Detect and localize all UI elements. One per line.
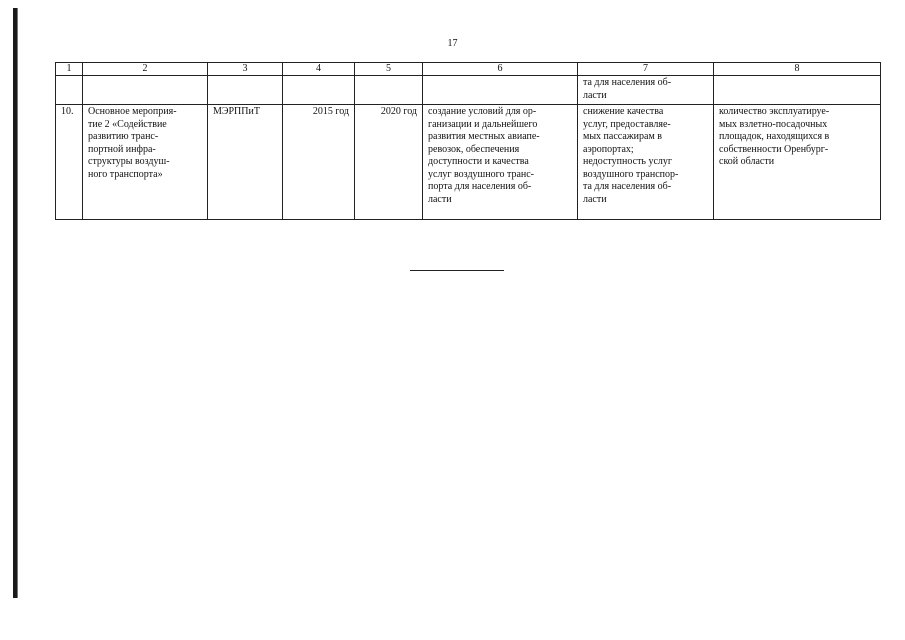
continuation-row [56, 76, 881, 105]
column-number-2: 2 [83, 63, 208, 76]
column-number-7: 7 [578, 63, 714, 76]
table-header-row [56, 63, 881, 76]
page-number: 17 [447, 38, 458, 49]
column-number-1: 1 [56, 63, 83, 76]
table-cell [83, 76, 208, 105]
indicator-cell: количество эксплуатируе- мых взлетно-посадочных площадок, находящихся в собственности Оренбург- ской области [714, 105, 881, 220]
table-cell [208, 76, 283, 105]
table-cell [355, 76, 423, 105]
end-of-document-line [410, 270, 504, 271]
row-number-cell: 10. [56, 105, 83, 220]
column-number-3: 3 [208, 63, 283, 76]
start-year-cell: 2015 год [283, 105, 355, 220]
consequences-cell: снижение качества услуг, предоставляе- мых пассажирам в аэропортах; недоступность услуг воздушного транспор- та для населения об- ласти [578, 105, 714, 220]
end-year-cell: 2020 год [355, 105, 423, 220]
table-cell [714, 76, 881, 105]
executor-cell: МЭРППиТ [208, 105, 283, 220]
table-cell [56, 76, 83, 105]
table-cell [283, 76, 355, 105]
column-number-8: 8 [714, 63, 881, 76]
scan-binding-edge-shadow [17, 8, 18, 598]
table-row [56, 105, 881, 220]
column-number-5: 5 [355, 63, 423, 76]
continued-consequences-cell: та для населения об- ласти [578, 76, 714, 105]
measure-name-cell: Основное мероприя- тие 2 «Содействие развитию транс- портной инфра- структуры воздуш- ного транспорта» [83, 105, 208, 220]
document-table [55, 62, 881, 220]
expected-result-cell: создание условий для ор- ганизации и дальнейшего развития местных авиапе- ревозок, обеспечения доступности и качества услуг воздушного транс- порта для населения об- ласти [423, 105, 578, 220]
column-number-6: 6 [423, 63, 578, 76]
column-number-4: 4 [283, 63, 355, 76]
table-cell [423, 76, 578, 105]
